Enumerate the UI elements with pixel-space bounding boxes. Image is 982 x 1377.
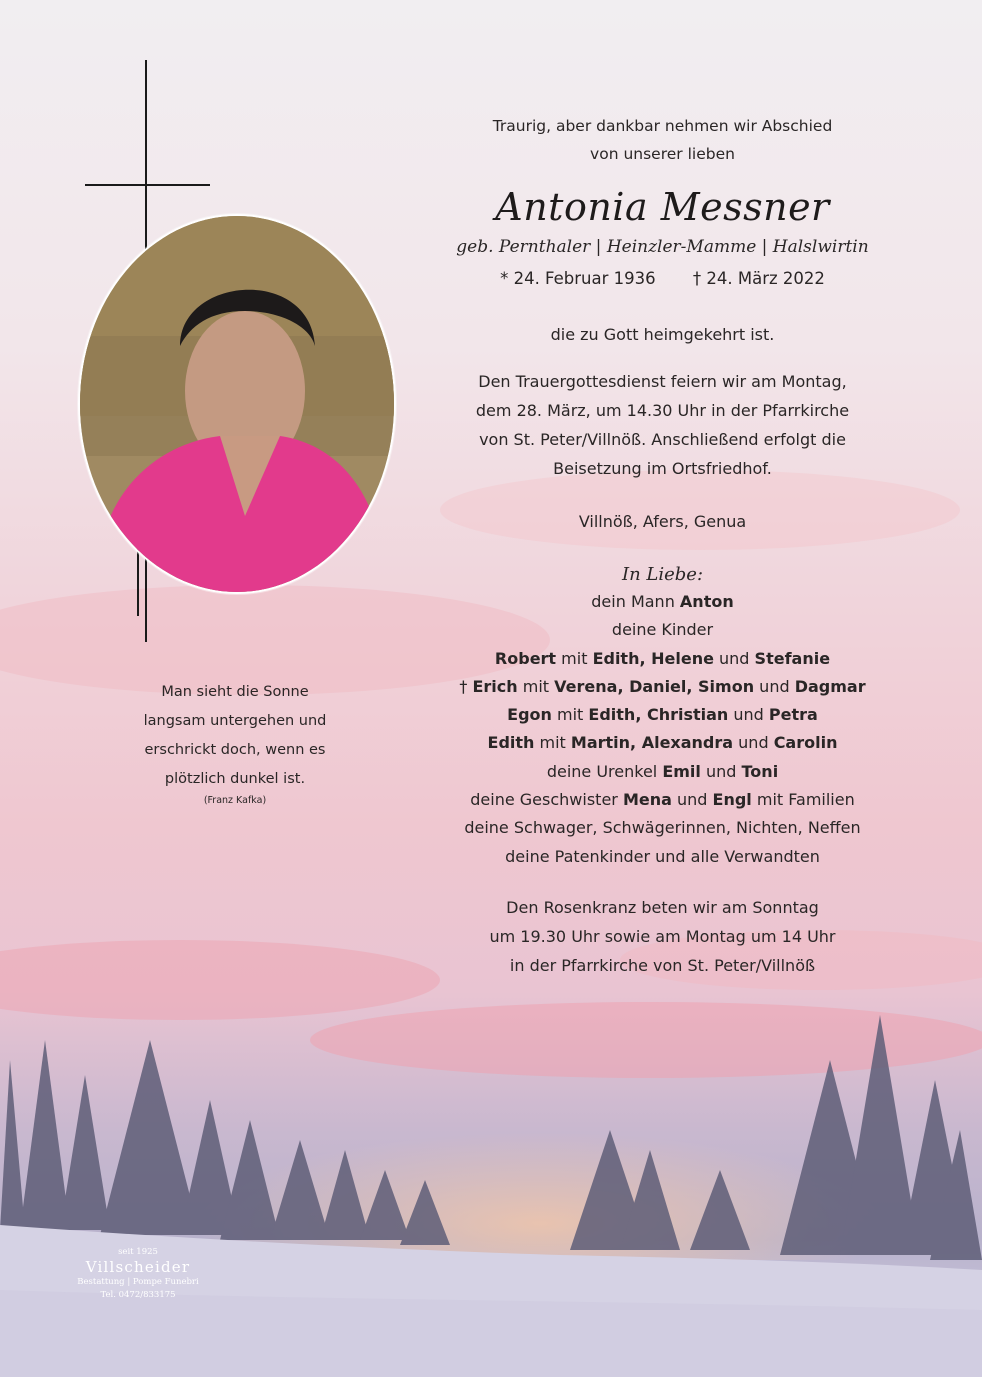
funeral-line: dem 28. März, um 14.30 Uhr in der Pfarrkirche [475, 401, 850, 420]
family-text: und [728, 705, 769, 725]
family-name: Engl [712, 790, 752, 810]
family-line [440, 673, 885, 701]
quote-line: erschrickt doch, wenn es [144, 742, 326, 758]
logo-subtitle: Bestattung | Pompe Funebri [77, 1277, 199, 1287]
quote-source: (Franz Kafka) [203, 795, 267, 806]
family-text: und [671, 790, 713, 810]
family-line [440, 588, 885, 616]
family-name: Stefanie [754, 648, 831, 668]
aliases: geb. Pernthaler | Heinzler-Mamme | Halslwirtin [456, 237, 869, 257]
family-name: Emil [662, 761, 701, 781]
birth-date: * 24. Februar 1936 [500, 269, 656, 288]
family-text: deine Urenkel [546, 761, 663, 781]
rosary-line: in der Pfarrkirche von St. Peter/Villnöß [509, 955, 816, 975]
funeral-line: Den Trauergottesdienst feiern wir am Montag, [478, 372, 847, 391]
rosary-line: um 19.30 Uhr sowie am Montag um 14 Uhr [489, 926, 836, 946]
family-line [440, 645, 885, 673]
returned-to-god: die zu Gott heimgekehrt ist. [550, 325, 775, 344]
funeral-line: Beisetzung im Ortsfriedhof. [553, 459, 772, 478]
family-name: Dagmar [794, 676, 866, 696]
family-line [440, 729, 885, 757]
family-text: mit [517, 676, 555, 696]
quote-line: plötzlich dunkel ist. [164, 771, 306, 787]
family-name: Edith, Helene [592, 648, 714, 668]
quote-line: Man sieht die Sonne [161, 684, 309, 700]
rosary-line: Den Rosenkranz beten wir am Sonntag [506, 897, 819, 917]
family-text: † [459, 676, 473, 696]
family-text: deine Schwager, Schwägerinnen, Nichten, Neffen [464, 818, 861, 838]
intro [440, 112, 885, 168]
family-name: Erich [472, 676, 518, 696]
family-text: dein Mann [591, 592, 680, 611]
logo-brand: Villscheider [85, 1258, 191, 1276]
family-text: mit Familien [751, 790, 855, 810]
family-name: Toni [741, 761, 779, 781]
family-name: Egon [507, 705, 552, 725]
family-text: mit [556, 648, 593, 668]
cross-horizontal-bar [85, 184, 210, 186]
family-text: und [733, 733, 774, 753]
family-line [440, 843, 885, 871]
family-name: Petra [768, 705, 818, 725]
quote-line: langsam untergehen und [143, 713, 327, 729]
family-text: deine Patenkinder und alle Verwandten [505, 846, 820, 866]
death-date: † 24. März 2022 [692, 269, 825, 288]
family-line [440, 701, 885, 729]
family-name: Anton [679, 592, 734, 611]
family-text: deine Kinder [611, 620, 714, 640]
family-name: Verena, Daniel, Simon [554, 676, 755, 696]
places: Villnöß, Afers, Genua [578, 512, 747, 531]
family-text: und [754, 676, 795, 696]
quote-block [120, 678, 350, 810]
family-text: mit [534, 733, 571, 753]
funeral-info [440, 367, 885, 483]
funeral-line: von St. Peter/Villnöß. Anschließend erfolgt die [479, 430, 846, 449]
family-text: und [713, 648, 755, 668]
family-name: Robert [494, 648, 557, 668]
family-name: Mena [622, 790, 672, 810]
intro-line: Traurig, aber dankbar nehmen wir Abschied [492, 117, 833, 135]
life-dates [440, 264, 885, 294]
family-text: mit [551, 705, 589, 725]
family-text: deine Geschwister [470, 790, 623, 810]
portrait-photo [78, 214, 396, 594]
funeral-home-logo [68, 1247, 208, 1302]
deceased-name: Antonia Messner [495, 185, 830, 229]
family-line [440, 616, 885, 644]
intro-line: von unserer lieben [590, 145, 735, 163]
family-name: Edith, Christian [588, 705, 729, 725]
family-name: Martin, Alexandra [570, 733, 734, 753]
family-line [440, 814, 885, 842]
logo-since: seit 1925 [118, 1247, 158, 1257]
family-line [440, 786, 885, 814]
family-text: und [700, 761, 742, 781]
in-liebe-heading: In Liebe: [621, 564, 704, 585]
obituary-text [440, 112, 885, 980]
family-name: Carolin [773, 733, 838, 753]
family-line [440, 758, 885, 786]
family-list [440, 588, 885, 871]
logo-phone: Tel. 0472/833175 [100, 1290, 176, 1300]
family-name: Edith [487, 733, 535, 753]
rosary-info [440, 893, 885, 980]
